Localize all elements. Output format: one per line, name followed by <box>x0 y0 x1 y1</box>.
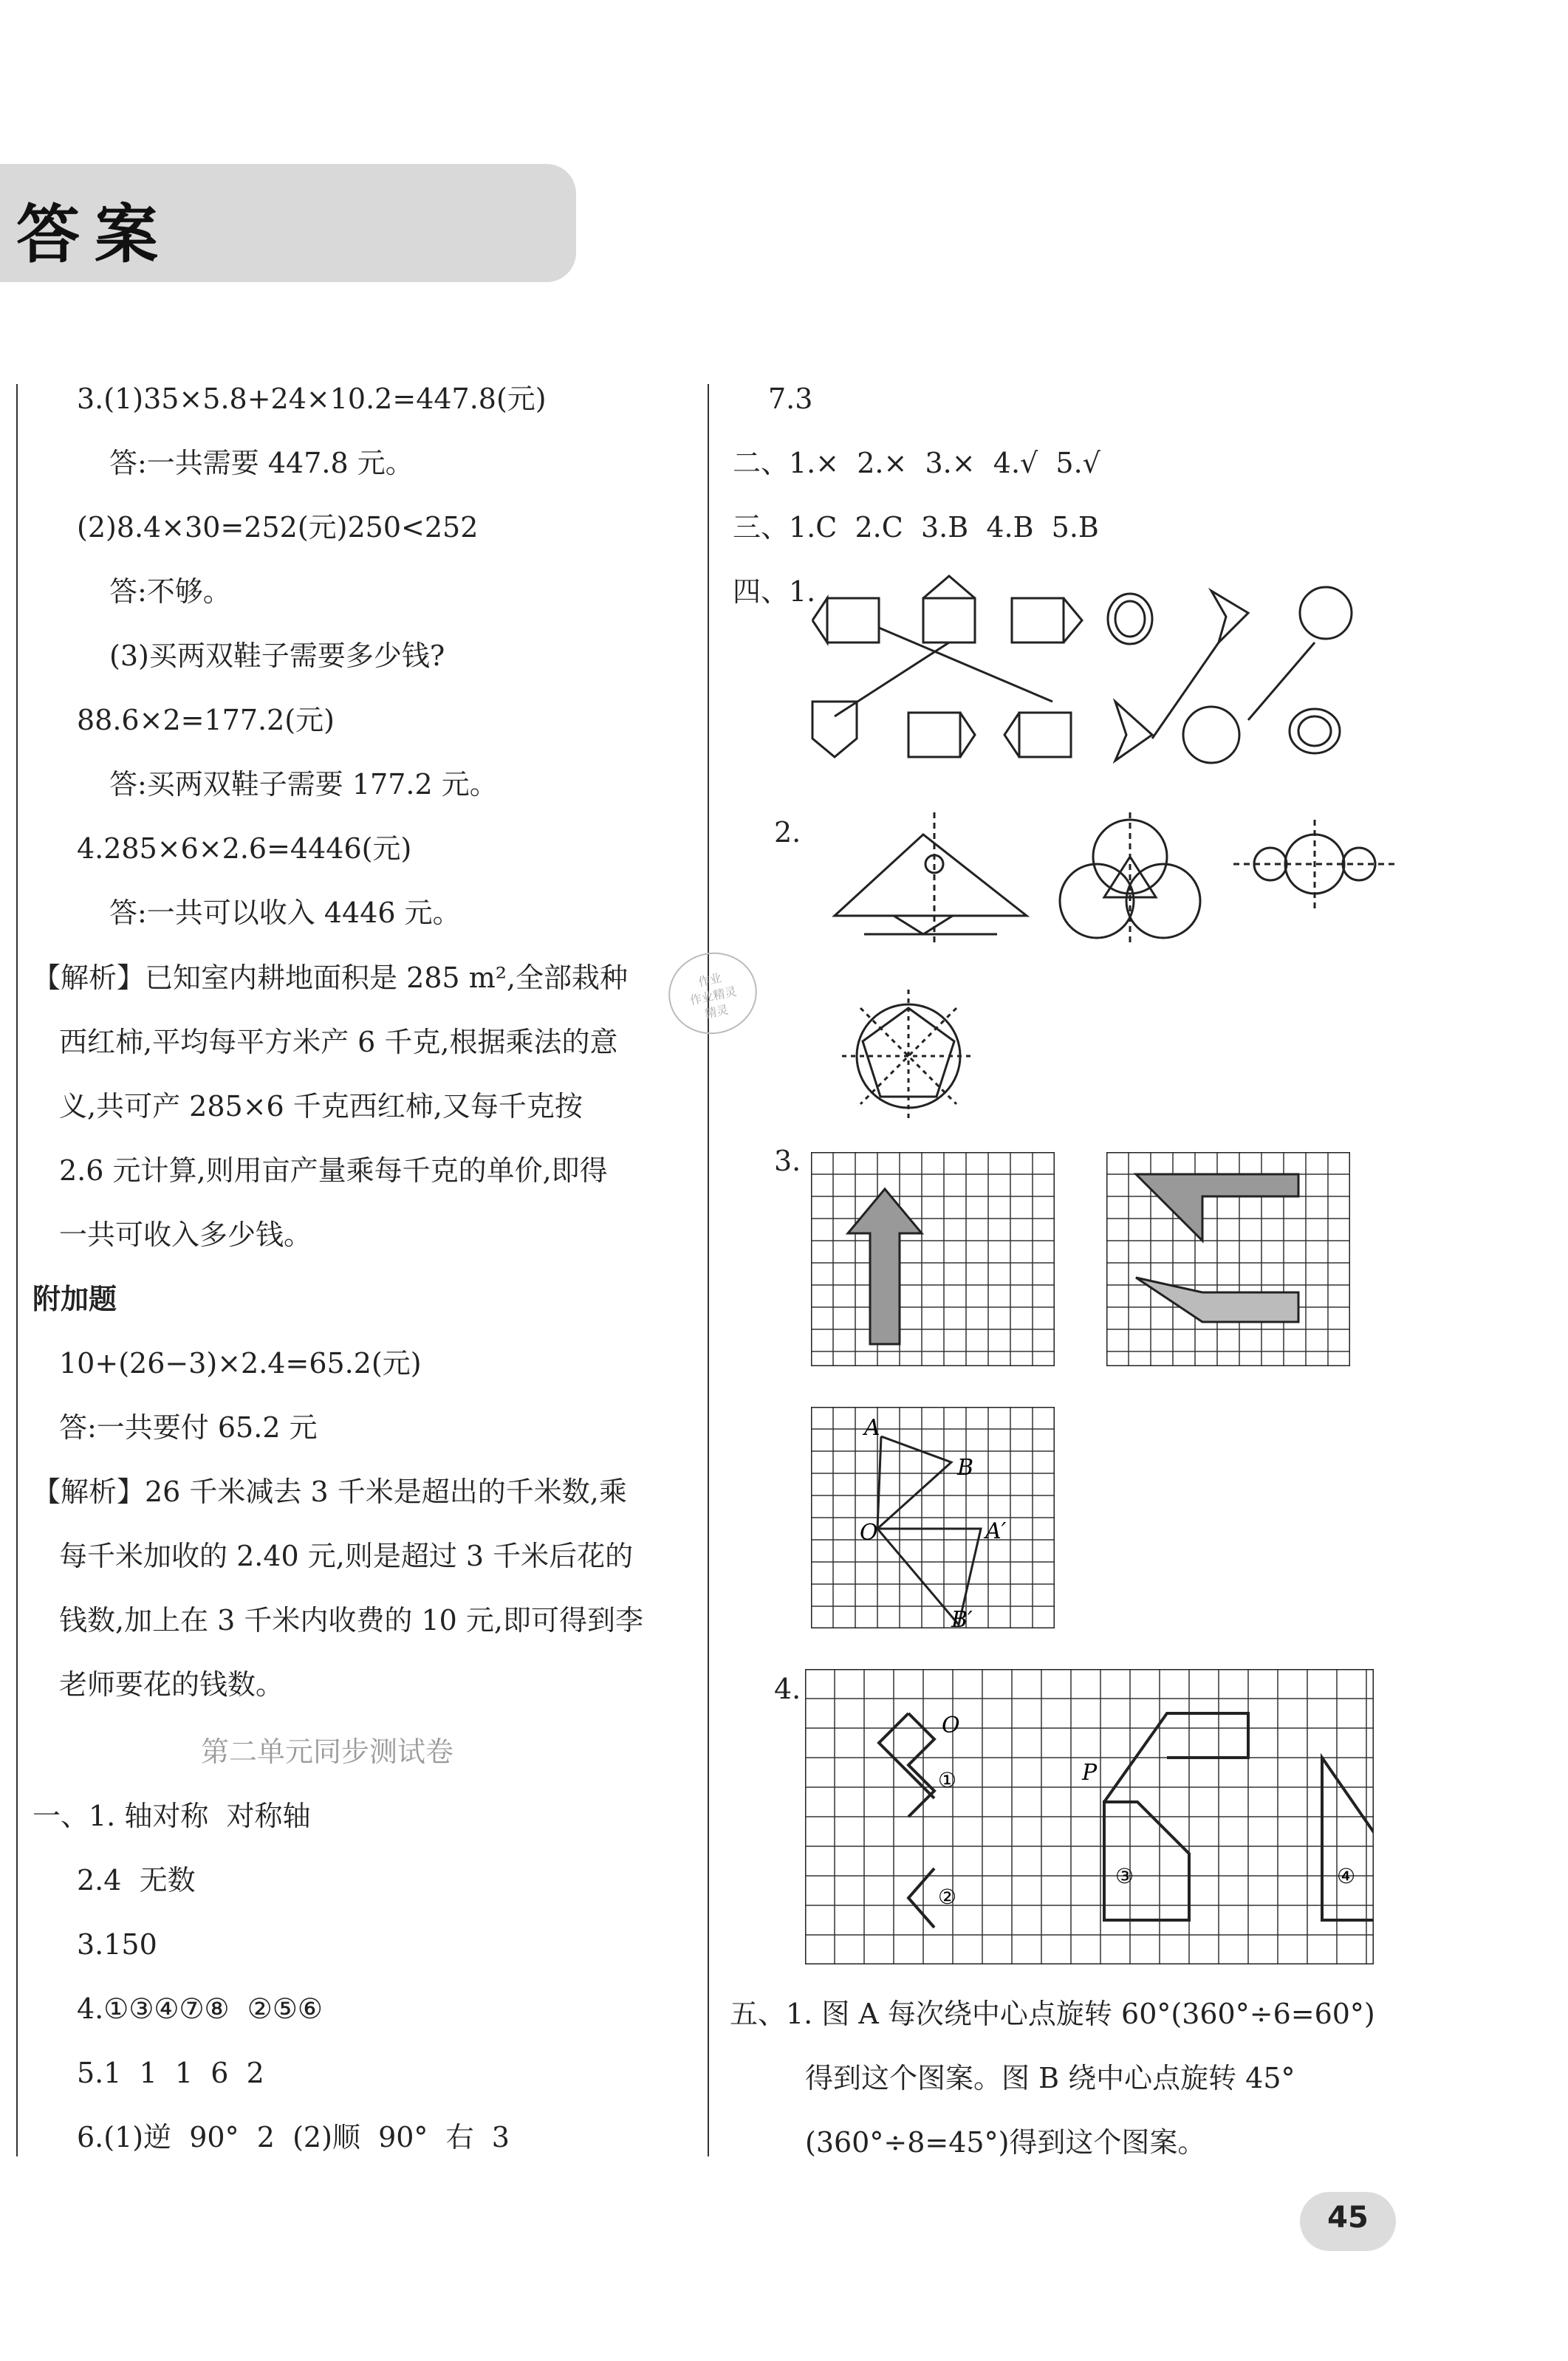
page-number: 45 <box>1300 2192 1396 2251</box>
question-number: 3. <box>774 1145 801 1177</box>
left-margin-rule <box>16 384 18 2156</box>
answer-line: 得到这个图案。图 B 绕中心点旋转 45° <box>805 2062 1295 2094</box>
figure-label: ④ <box>1337 1864 1356 1888</box>
answer-line: 三、1.C 2.C 3.B 4.B 5.B <box>733 511 1099 544</box>
rotation-figure <box>835 982 982 1130</box>
watermark-stamp: 作业 作业精灵 精灵 <box>661 945 764 1043</box>
analysis-line: 2.6 元计算,则用亩产量乘每千克的单价,即得 <box>59 1154 608 1187</box>
analysis-line: 西红柿,平均每平方米产 6 千克,根据乘法的意 <box>59 1026 618 1058</box>
answer-line: 3.(1)35×5.8+24×10.2=447.8(元) <box>77 383 547 415</box>
answer-line: 5.1 1 1 6 2 <box>77 2057 264 2089</box>
question-number: 4. <box>774 1673 801 1705</box>
answer-line: 3.150 <box>77 1928 157 1961</box>
answer-line: 答:不够。 <box>109 575 231 608</box>
analysis-line: 义,共可产 285×6 千克西红柿,又每千克按 <box>59 1090 583 1123</box>
point-label: O <box>860 1520 878 1546</box>
question-number: 四、1. <box>733 575 816 608</box>
answer-line: (3)买两双鞋子需要多少钱? <box>109 640 445 672</box>
point-label: B <box>957 1455 974 1481</box>
answer-line: 答:一共要付 65.2 元 <box>59 1411 318 1444</box>
answer-line: 答:一共可以收入 4446 元。 <box>109 897 461 929</box>
section-title: 第二单元同步测试卷 <box>201 1735 454 1768</box>
point-label: A′ <box>985 1518 1007 1544</box>
answer-line: 二、1.× 2.× 3.× 4.√ 5.√ <box>733 447 1100 479</box>
point-label: O <box>942 1713 960 1738</box>
symmetry-figures <box>820 805 1396 953</box>
analysis-line: 【解析】26 千米减去 3 千米是超出的千米数,乘 <box>32 1476 627 1508</box>
point-label: P <box>1082 1760 1098 1786</box>
answer-line: 4.①③④⑦⑧ ②⑤⑥ <box>77 1992 323 2025</box>
grid-figure-4 <box>805 1669 1374 1964</box>
page-title: 答案 <box>16 198 173 272</box>
question-number: 2. <box>774 816 801 849</box>
answer-line: 7.3 <box>768 383 813 415</box>
answer-line: 88.6×2=177.2(元) <box>77 704 335 736</box>
answer-line: (360°÷8=45°)得到这个图案。 <box>805 2126 1206 2159</box>
grid-figure-3b <box>1106 1152 1350 1366</box>
point-label: A <box>864 1415 880 1441</box>
point-label: B′ <box>951 1607 973 1628</box>
bonus-heading: 附加题 <box>32 1283 117 1315</box>
answer-line: 五、1. 图 A 每次绕中心点旋转 60°(360°÷6=60°) <box>730 1998 1375 2030</box>
answer-line: (2)8.4×30=252(元)250<252 <box>77 511 479 544</box>
figure-label: ① <box>938 1768 957 1792</box>
figure-label: ② <box>938 1885 957 1909</box>
answer-line: 答:买两双鞋子需要 177.2 元。 <box>109 768 498 801</box>
analysis-line: 每千米加收的 2.40 元,则是超过 3 千米后花的 <box>59 1540 634 1572</box>
matching-figure <box>798 569 1403 790</box>
answer-line: 一、1. 轴对称 对称轴 <box>32 1800 311 1832</box>
figure-label: ③ <box>1115 1864 1134 1888</box>
analysis-line: 钱数,加上在 3 千米内收费的 10 元,即可得到李 <box>59 1604 644 1637</box>
answer-line: 10+(26−3)×2.4=65.2(元) <box>59 1347 422 1380</box>
grid-figure-3a <box>811 1152 1055 1366</box>
column-divider <box>708 384 709 2156</box>
answer-line: 4.285×6×2.6=4446(元) <box>77 832 412 865</box>
analysis-line: 一共可收入多少钱。 <box>59 1219 312 1251</box>
grid-figure-rotation <box>811 1407 1055 1628</box>
analysis-line: 【解析】已知室内耕地面积是 285 m²,全部栽种 <box>32 962 629 994</box>
analysis-line: 老师要花的钱数。 <box>59 1668 284 1701</box>
answer-line: 答:一共需要 447.8 元。 <box>109 447 414 479</box>
answer-line: 6.(1)逆 90° 2 (2)顺 90° 右 3 <box>77 2121 510 2153</box>
answer-line: 2.4 无数 <box>77 1864 196 1896</box>
